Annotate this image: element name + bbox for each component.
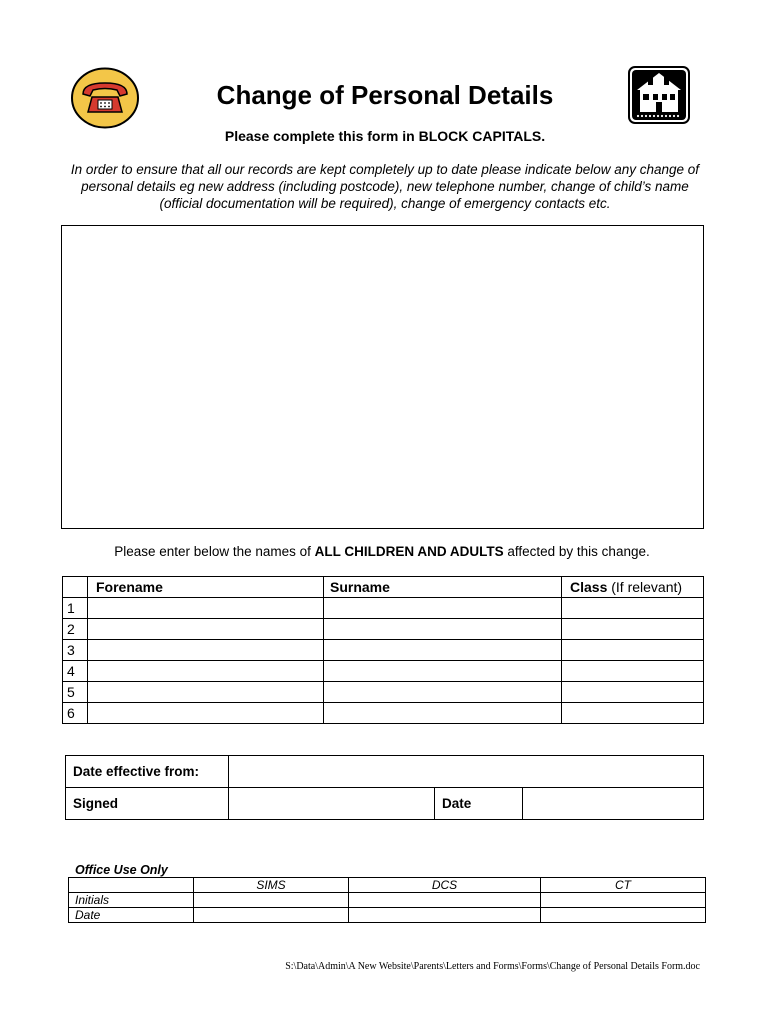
details-textarea[interactable] [61, 225, 704, 529]
class-cell[interactable] [562, 703, 704, 724]
sims-date-cell[interactable] [194, 908, 349, 923]
office-use-table [68, 877, 706, 923]
row-number: 1 [63, 598, 88, 619]
forename-cell[interactable] [88, 598, 324, 619]
table-row [63, 598, 704, 619]
dcs-header: DCS [349, 878, 541, 893]
surname-cell[interactable] [324, 682, 562, 703]
signed-field[interactable] [229, 788, 435, 820]
row-number: 6 [63, 703, 88, 724]
children-intro [62, 544, 702, 559]
row-number: 5 [63, 682, 88, 703]
office-date-row [69, 908, 706, 923]
forename-header: Forename [88, 577, 324, 598]
row-number: 3 [63, 640, 88, 661]
row-number: 2 [63, 619, 88, 640]
ct-initials-cell[interactable] [541, 893, 706, 908]
class-header [562, 577, 704, 598]
number-header [63, 577, 88, 598]
people-table [62, 576, 704, 724]
class-cell[interactable] [562, 640, 704, 661]
forename-cell[interactable] [88, 640, 324, 661]
office-date-label: Date [69, 908, 194, 923]
sims-initials-cell[interactable] [194, 893, 349, 908]
children-intro-emphasis: ALL CHILDREN AND ADULTS [314, 544, 504, 559]
forename-cell[interactable] [88, 703, 324, 724]
class-cell[interactable] [562, 619, 704, 640]
row-number: 4 [63, 661, 88, 682]
sims-header: SIMS [194, 878, 349, 893]
date-label: Date [435, 788, 523, 820]
surname-cell[interactable] [324, 598, 562, 619]
forename-cell[interactable] [88, 619, 324, 640]
initials-label: Initials [69, 893, 194, 908]
file-path-footer: S:\Data\Admin\A New Website\Parents\Letters and Forms\Forms\Change of Personal Details Form.doc [285, 961, 700, 972]
surname-cell[interactable] [324, 619, 562, 640]
surname-cell[interactable] [324, 640, 562, 661]
table-row [63, 619, 704, 640]
intro-text: In order to ensure that all our records are kept completely up to date please indicate below any change of personal details eg new address (including postcode), new telephone number, change of child’s name (official documentation will be required), change of emergency contacts etc. [70, 162, 700, 211]
dcs-date-cell[interactable] [349, 908, 541, 923]
children-intro-prefix: Please enter below the names of [114, 544, 315, 559]
initials-row [69, 893, 706, 908]
dcs-initials-cell[interactable] [349, 893, 541, 908]
children-intro-suffix: affected by this change. [503, 544, 650, 559]
office-use-heading: Office Use Only [75, 863, 168, 877]
date-effective-label: Date effective from: [66, 756, 229, 788]
table-row [63, 703, 704, 724]
date-field[interactable] [523, 788, 704, 820]
table-row [63, 661, 704, 682]
class-cell[interactable] [562, 661, 704, 682]
table-row [63, 640, 704, 661]
class-cell[interactable] [562, 682, 704, 703]
instructions-subtitle: Please complete this form in BLOCK CAPITALS. [224, 128, 546, 144]
forename-cell[interactable] [88, 661, 324, 682]
ct-header: CT [541, 878, 706, 893]
table-header-row [63, 577, 704, 598]
forename-cell[interactable] [88, 682, 324, 703]
surname-cell[interactable] [324, 703, 562, 724]
house-icon [628, 66, 690, 124]
effective-row [66, 756, 704, 788]
office-corner-cell [69, 878, 194, 893]
surname-cell[interactable] [324, 661, 562, 682]
effective-table [65, 755, 704, 820]
class-header-note: (If relevant) [607, 579, 683, 595]
class-cell[interactable] [562, 598, 704, 619]
signed-label: Signed [66, 788, 229, 820]
page-title: Change of Personal Details [216, 80, 554, 110]
signed-row [66, 788, 704, 820]
office-header-row [69, 878, 706, 893]
telephone-icon [70, 67, 140, 129]
surname-header: Surname [324, 577, 562, 598]
ct-date-cell[interactable] [541, 908, 706, 923]
date-effective-field[interactable] [229, 756, 704, 788]
class-header-label: Class [570, 579, 608, 595]
table-row [63, 682, 704, 703]
